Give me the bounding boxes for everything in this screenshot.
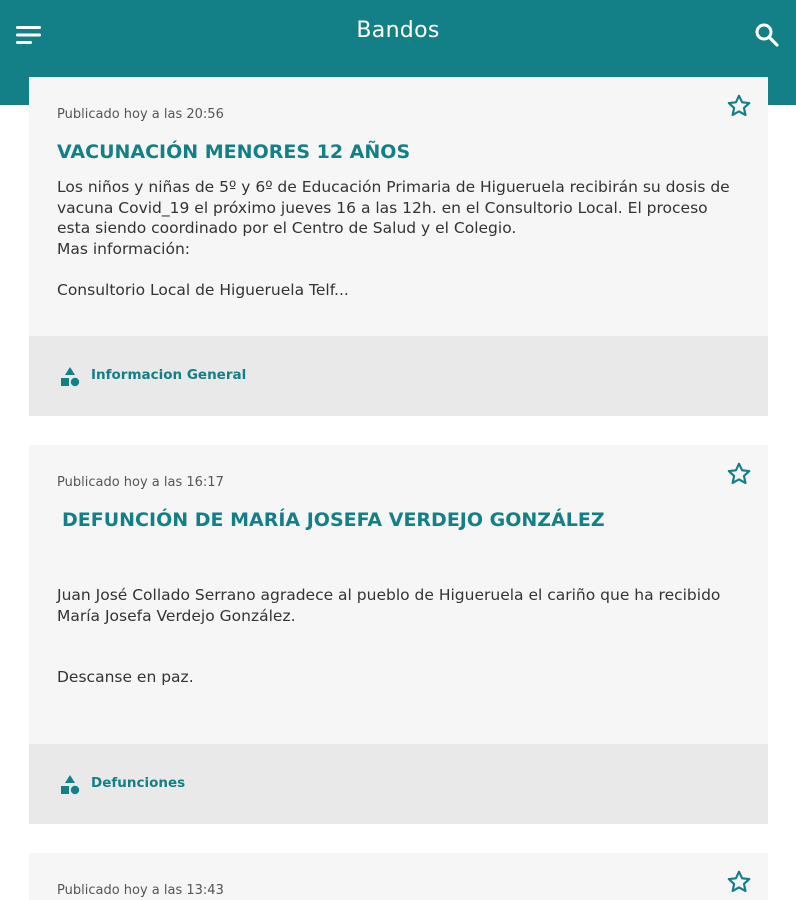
category-footer[interactable]: [29, 336, 768, 416]
search-icon[interactable]: [752, 20, 782, 50]
post-body: [57, 585, 742, 688]
post-body-line: Los niños y niñas de 5º y 6º de Educación Primaria de Higueruela recibirán su dosis de vacuna Covid_19 el próximo jueves 16 a las 12h. en el Consultorio Local. El proceso esta siendo coordinado por el Centro de Salud y el Colegio.: [57, 178, 730, 237]
post-body-line: [57, 259, 742, 280]
post-body: [57, 177, 742, 300]
favorite-star-icon[interactable]: [726, 93, 752, 119]
favorite-star-icon[interactable]: [726, 869, 752, 895]
published-time: Publicado hoy a las 13:43: [57, 883, 224, 898]
page-title: Bandos: [356, 18, 440, 43]
post-body-line: Descanse en paz.: [57, 668, 194, 686]
post-card[interactable]: [29, 853, 768, 900]
post-title[interactable]: DEFUNCIÓN DE MARÍA JOSEFA VERDEJO GONZÁLEZ: [62, 509, 605, 531]
post-card[interactable]: [29, 445, 768, 824]
published-time: Publicado hoy a las 16:17: [57, 475, 224, 490]
published-time: Publicado hoy a las 20:56: [57, 107, 224, 122]
category-footer[interactable]: [29, 744, 768, 824]
post-body-line: [57, 647, 742, 668]
post-card[interactable]: [29, 77, 768, 416]
post-body-line: Consultorio Local de Higueruela Telf...: [57, 280, 349, 299]
favorite-star-icon[interactable]: [726, 461, 752, 487]
category-label: Informacion General: [91, 367, 247, 383]
post-body-line: [57, 626, 742, 647]
shapes-category-icon: [59, 774, 81, 796]
post-body-line: Mas información:: [57, 239, 190, 258]
post-body-line: Juan José Collado Serrano agradece al pueblo de Higueruela el cariño que ha recibido María Josefa Verdejo González.: [57, 586, 721, 625]
category-label: Defunciones: [91, 775, 186, 791]
post-title[interactable]: VACUNACIÓN MENORES 12 AÑOS: [57, 141, 411, 163]
shapes-category-icon: [59, 366, 81, 388]
